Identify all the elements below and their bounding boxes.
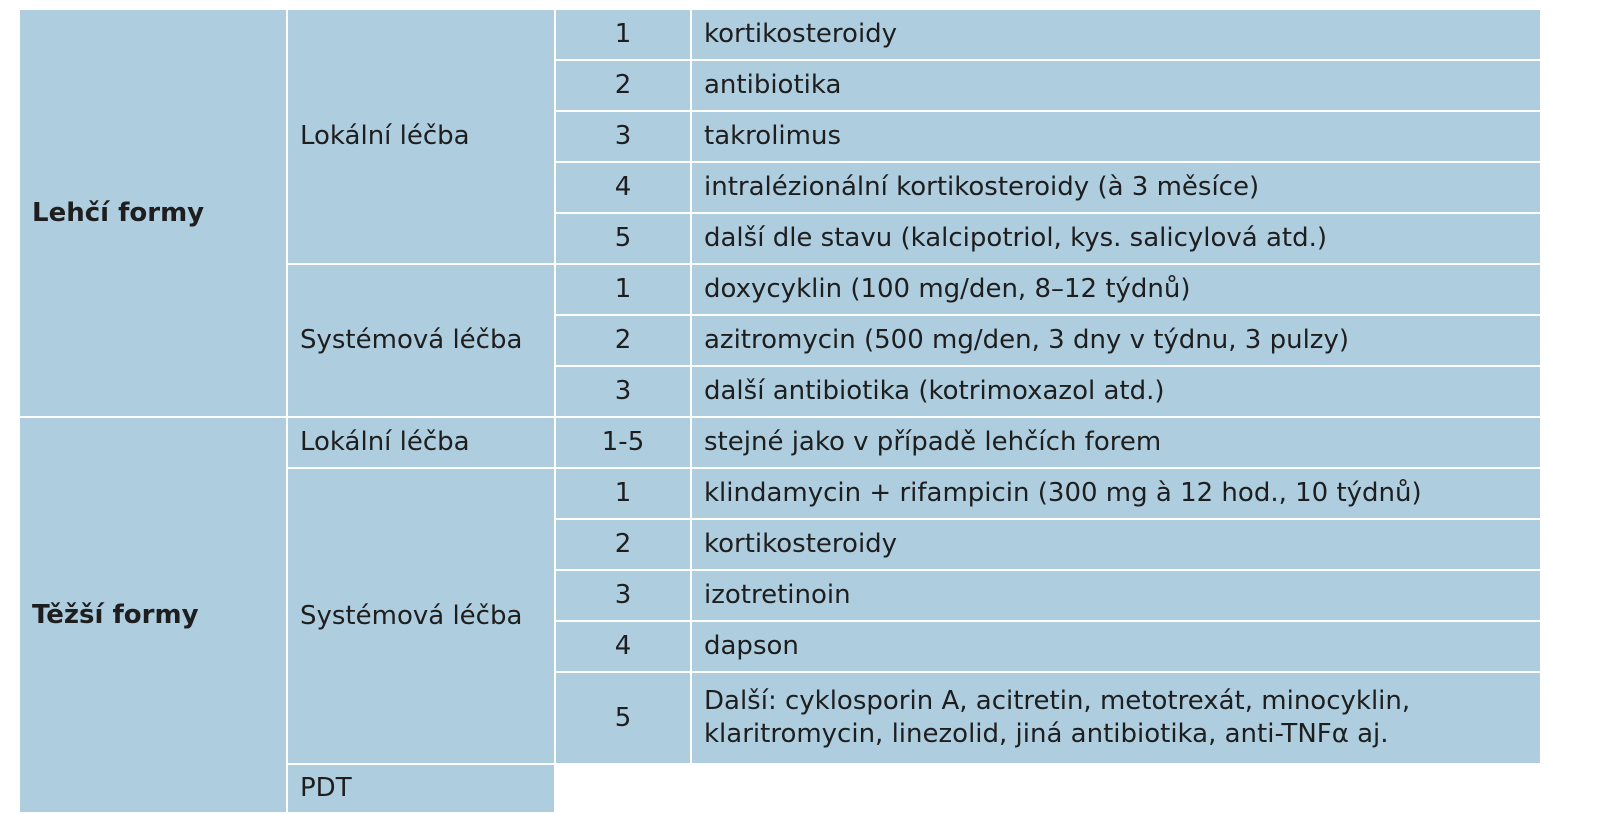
table-row bbox=[19, 417, 1541, 468]
step-number: 5 bbox=[555, 213, 691, 264]
treatment-cell bbox=[287, 417, 555, 468]
therapy-text: dapson bbox=[691, 621, 1541, 672]
therapy-text: stejné jako v případě lehčích forem bbox=[691, 417, 1541, 468]
treatment-table bbox=[18, 8, 1542, 814]
form-label: Těžší formy bbox=[32, 599, 199, 630]
table-row bbox=[19, 9, 1541, 60]
step-number: 3 bbox=[555, 111, 691, 162]
therapy-text-multiline bbox=[691, 672, 1541, 764]
treatment-label: Lokální léčba bbox=[300, 121, 470, 151]
step-number: 2 bbox=[555, 60, 691, 111]
therapy-text-line: Další: cyklosporin A, acitretin, metotrexát, minocyklin, bbox=[704, 686, 1411, 716]
form-label: Lehčí formy bbox=[32, 197, 205, 228]
step-number: 1 bbox=[555, 264, 691, 315]
treatment-cell bbox=[287, 764, 555, 813]
step-number: 3 bbox=[555, 366, 691, 417]
step-number: 4 bbox=[555, 162, 691, 213]
therapy-text-line: klaritromycin, linezolid, jiná antibiotika, anti-TNFα aj. bbox=[704, 719, 1389, 749]
step-number: 1 bbox=[555, 9, 691, 60]
therapy-text: antibiotika bbox=[691, 60, 1541, 111]
empty-cell bbox=[691, 764, 1541, 813]
step-number: 5 bbox=[555, 672, 691, 764]
therapy-text: klindamycin + rifampicin (300 mg à 12 hod., 10 týdnů) bbox=[691, 468, 1541, 519]
treatment-cell bbox=[287, 9, 555, 264]
therapy-text: kortikosteroidy bbox=[691, 9, 1541, 60]
step-number: 2 bbox=[555, 315, 691, 366]
step-number: 2 bbox=[555, 519, 691, 570]
step-number: 1-5 bbox=[555, 417, 691, 468]
step-number: 3 bbox=[555, 570, 691, 621]
therapy-text: doxycyklin (100 mg/den, 8–12 týdnů) bbox=[691, 264, 1541, 315]
therapy-text: intralézionální kortikosteroidy (à 3 měsíce) bbox=[691, 162, 1541, 213]
treatment-cell bbox=[287, 468, 555, 764]
step-number: 4 bbox=[555, 621, 691, 672]
treatment-cell bbox=[287, 264, 555, 417]
form-cell-severe bbox=[19, 417, 287, 813]
step-number: 1 bbox=[555, 468, 691, 519]
treatment-label: PDT bbox=[300, 773, 352, 803]
therapy-text: další dle stavu (kalcipotriol, kys. salicylová atd.) bbox=[691, 213, 1541, 264]
therapy-text: azitromycin (500 mg/den, 3 dny v týdnu, 3 pulzy) bbox=[691, 315, 1541, 366]
therapy-text: takrolimus bbox=[691, 111, 1541, 162]
therapy-text: izotretinoin bbox=[691, 570, 1541, 621]
treatment-label: Lokální léčba bbox=[300, 427, 470, 457]
form-cell-mild bbox=[19, 9, 287, 417]
empty-cell bbox=[555, 764, 691, 813]
treatment-label: Systémová léčba bbox=[300, 325, 523, 355]
therapy-text: kortikosteroidy bbox=[691, 519, 1541, 570]
therapy-text: další antibiotika (kotrimoxazol atd.) bbox=[691, 366, 1541, 417]
treatment-label: Systémová léčba bbox=[300, 600, 523, 631]
